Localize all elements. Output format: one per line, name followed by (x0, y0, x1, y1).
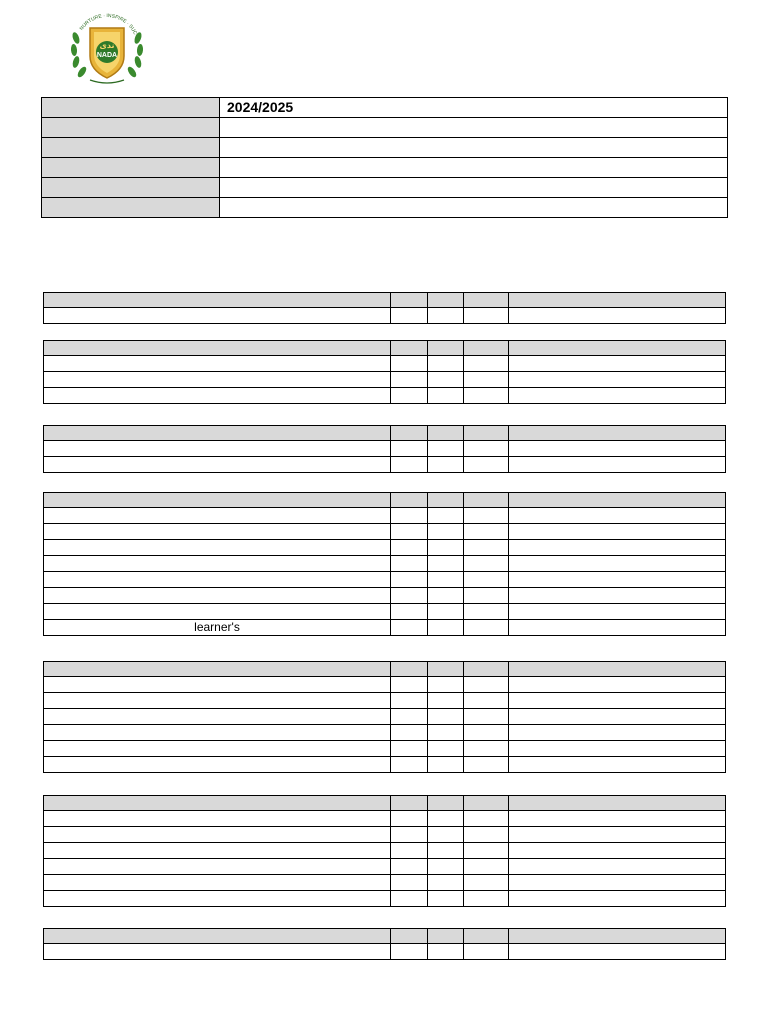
table-row (44, 620, 726, 636)
cell-score-1[interactable] (391, 875, 428, 891)
table-row (44, 843, 726, 859)
cell-score-3[interactable] (464, 604, 509, 620)
cell-comments[interactable] (509, 875, 726, 891)
section-header-comments (509, 796, 726, 811)
cell-score-3[interactable] (464, 524, 509, 540)
cell-score-2[interactable] (428, 356, 464, 372)
cell-score-3[interactable] (464, 620, 509, 636)
cell-comments[interactable] (509, 709, 726, 725)
section-header-row (44, 929, 726, 944)
cell-criterion (44, 572, 391, 588)
academic-year-value[interactable]: 2024/2025 (220, 98, 728, 118)
svg-text:NURTURE · INSPIRE · SUCCEED: NURTURE · INSPIRE · SUC (78, 13, 139, 36)
cell-score-3[interactable] (464, 356, 509, 372)
table-row (44, 308, 726, 324)
section-header-comments (509, 426, 726, 441)
cell-score-1[interactable] (391, 677, 428, 693)
table-row (44, 757, 726, 773)
cell-criterion (44, 709, 391, 725)
cell-score-1[interactable] (391, 308, 428, 324)
section-header-score-3 (464, 493, 509, 508)
cell-score-1[interactable] (391, 741, 428, 757)
cell-score-3[interactable] (464, 540, 509, 556)
cell-score-1[interactable] (391, 757, 428, 773)
info-value[interactable] (220, 198, 728, 218)
cell-score-2[interactable] (428, 875, 464, 891)
section-header-row (44, 662, 726, 677)
evaluation-section-table (43, 292, 726, 324)
cell-score-1[interactable] (391, 556, 428, 572)
cell-score-3[interactable] (464, 709, 509, 725)
cell-criterion (44, 308, 391, 324)
section-header-criterion (44, 796, 391, 811)
cell-comments[interactable] (509, 457, 726, 473)
cell-score-3[interactable] (464, 944, 509, 960)
info-label (42, 178, 220, 198)
table-row (44, 859, 726, 875)
cell-score-3[interactable] (464, 693, 509, 709)
info-label (42, 138, 220, 158)
cell-comments[interactable] (509, 524, 726, 540)
cell-score-3[interactable] (464, 827, 509, 843)
cell-criterion (44, 508, 391, 524)
cell-score-1[interactable] (391, 540, 428, 556)
cell-comments[interactable] (509, 944, 726, 960)
cell-score-2[interactable] (428, 604, 464, 620)
cell-score-1[interactable] (391, 572, 428, 588)
cell-comments[interactable] (509, 859, 726, 875)
cell-score-3[interactable] (464, 843, 509, 859)
cell-comments[interactable] (509, 508, 726, 524)
section-header-criterion (44, 493, 391, 508)
table-row (44, 875, 726, 891)
table-row (44, 588, 726, 604)
section-header-row (44, 293, 726, 308)
cell-score-3[interactable] (464, 811, 509, 827)
section-header-comments (509, 293, 726, 308)
cell-score-3[interactable] (464, 508, 509, 524)
cell-score-2[interactable] (428, 308, 464, 324)
section-header-score-1 (391, 293, 428, 308)
cell-score-2[interactable] (428, 859, 464, 875)
cell-score-3[interactable] (464, 388, 509, 404)
section-header-comments (509, 662, 726, 677)
cell-comments[interactable] (509, 811, 726, 827)
section-header-criterion (44, 662, 391, 677)
table-row (44, 572, 726, 588)
cell-comments[interactable] (509, 677, 726, 693)
info-label (42, 198, 220, 218)
section-header-score-3 (464, 662, 509, 677)
cell-score-2[interactable] (428, 677, 464, 693)
table-row (44, 944, 726, 960)
cell-score-3[interactable] (464, 441, 509, 457)
cell-criterion (44, 356, 391, 372)
cell-score-2[interactable] (428, 843, 464, 859)
table-row (44, 508, 726, 524)
cell-score-1[interactable] (391, 388, 428, 404)
section-header-score-2 (428, 426, 464, 441)
cell-comments[interactable] (509, 891, 726, 907)
cell-comments[interactable] (509, 843, 726, 859)
cell-comments[interactable] (509, 827, 726, 843)
cell-criterion (44, 741, 391, 757)
info-value[interactable] (220, 158, 728, 178)
cell-criterion (44, 757, 391, 773)
cell-comments[interactable] (509, 372, 726, 388)
cell-criterion: learner's (44, 620, 391, 636)
evaluation-section-table (43, 795, 726, 907)
cell-score-3[interactable] (464, 588, 509, 604)
cell-comments[interactable] (509, 556, 726, 572)
table-row (44, 891, 726, 907)
cell-score-1[interactable] (391, 508, 428, 524)
cell-criterion (44, 588, 391, 604)
cell-criterion (44, 677, 391, 693)
cell-comments[interactable] (509, 572, 726, 588)
section-header-row (44, 426, 726, 441)
cell-score-1[interactable] (391, 604, 428, 620)
cell-score-1[interactable] (391, 693, 428, 709)
table-row (44, 457, 726, 473)
cell-criterion (44, 604, 391, 620)
school-crest-icon (66, 8, 148, 90)
cell-comments[interactable] (509, 588, 726, 604)
cell-score-2[interactable] (428, 709, 464, 725)
table-row (44, 388, 726, 404)
cell-comments[interactable] (509, 693, 726, 709)
cell-score-3[interactable] (464, 875, 509, 891)
cell-score-2[interactable] (428, 827, 464, 843)
cell-score-2[interactable] (428, 572, 464, 588)
cell-criterion (44, 540, 391, 556)
cell-score-1[interactable] (391, 356, 428, 372)
cell-score-2[interactable] (428, 944, 464, 960)
cell-score-1[interactable] (391, 725, 428, 741)
cell-score-1[interactable] (391, 811, 428, 827)
cell-score-3[interactable] (464, 859, 509, 875)
cell-score-3[interactable] (464, 372, 509, 388)
svg-text:NADA: NADA (96, 52, 118, 59)
cell-score-3[interactable] (464, 741, 509, 757)
section-header-score-1 (391, 493, 428, 508)
cell-criterion (44, 811, 391, 827)
section-header-criterion (44, 426, 391, 441)
table-row (44, 372, 726, 388)
cell-comments[interactable] (509, 757, 726, 773)
info-table (41, 97, 728, 218)
cell-criterion (44, 875, 391, 891)
section-header-row (44, 796, 726, 811)
section-header-score-2 (428, 293, 464, 308)
cell-score-2[interactable] (428, 693, 464, 709)
cell-score-3[interactable] (464, 725, 509, 741)
table-row (44, 677, 726, 693)
cell-score-2[interactable] (428, 620, 464, 636)
info-value[interactable] (220, 138, 728, 158)
section-header-score-2 (428, 662, 464, 677)
section-header-score-2 (428, 796, 464, 811)
table-row (44, 524, 726, 540)
section-header-score-1 (391, 426, 428, 441)
cell-criterion (44, 843, 391, 859)
cell-score-2[interactable] (428, 372, 464, 388)
cell-score-1[interactable] (391, 827, 428, 843)
cell-score-2[interactable] (428, 811, 464, 827)
section-header-row (44, 493, 726, 508)
info-value[interactable] (220, 178, 728, 198)
section-header-score-1 (391, 341, 428, 356)
cell-criterion (44, 827, 391, 843)
table-row (44, 693, 726, 709)
evaluation-section-table (43, 661, 726, 773)
cell-comments[interactable] (509, 356, 726, 372)
section-header-comments (509, 341, 726, 356)
cell-criterion (44, 441, 391, 457)
info-row (42, 178, 728, 198)
cell-criterion (44, 725, 391, 741)
cell-score-2[interactable] (428, 441, 464, 457)
section-header-score-3 (464, 293, 509, 308)
cell-criterion (44, 524, 391, 540)
cell-score-2[interactable] (428, 508, 464, 524)
cell-score-1[interactable] (391, 859, 428, 875)
table-row (44, 441, 726, 457)
table-row (44, 556, 726, 572)
section-header-score-1 (391, 796, 428, 811)
cell-score-1[interactable] (391, 709, 428, 725)
section-header-score-3 (464, 426, 509, 441)
cell-score-2[interactable] (428, 757, 464, 773)
section-header-criterion (44, 341, 391, 356)
cell-score-3[interactable] (464, 308, 509, 324)
info-row (42, 198, 728, 218)
info-row (42, 138, 728, 158)
svg-text:ندى: ندى (99, 41, 115, 50)
cell-score-1[interactable] (391, 944, 428, 960)
cell-score-3[interactable] (464, 457, 509, 473)
cell-score-2[interactable] (428, 388, 464, 404)
section-header-comments (509, 929, 726, 944)
table-row (44, 540, 726, 556)
cell-score-2[interactable] (428, 741, 464, 757)
cell-comments[interactable] (509, 388, 726, 404)
table-row (44, 709, 726, 725)
info-row (42, 118, 728, 138)
table-row (44, 811, 726, 827)
cell-criterion (44, 944, 391, 960)
cell-score-1[interactable] (391, 620, 428, 636)
cell-score-3[interactable] (464, 572, 509, 588)
cell-score-3[interactable] (464, 677, 509, 693)
section-header-score-3 (464, 341, 509, 356)
cell-score-2[interactable] (428, 588, 464, 604)
cell-score-1[interactable] (391, 524, 428, 540)
cell-score-1[interactable] (391, 372, 428, 388)
school-logo (66, 8, 148, 90)
section-header-comments (509, 493, 726, 508)
cell-score-2[interactable] (428, 556, 464, 572)
cell-comments[interactable] (509, 620, 726, 636)
cell-comments[interactable] (509, 725, 726, 741)
section-header-score-2 (428, 341, 464, 356)
section-header-score-2 (428, 493, 464, 508)
table-row (44, 604, 726, 620)
evaluation-section-table (43, 928, 726, 960)
cell-score-3[interactable] (464, 891, 509, 907)
cell-score-1[interactable] (391, 588, 428, 604)
info-label (42, 98, 220, 118)
cell-score-2[interactable] (428, 540, 464, 556)
cell-criterion (44, 693, 391, 709)
cell-score-3[interactable] (464, 757, 509, 773)
cell-score-1[interactable] (391, 891, 428, 907)
section-header-score-1 (391, 662, 428, 677)
cell-score-2[interactable] (428, 524, 464, 540)
section-header-score-2 (428, 929, 464, 944)
cell-comments[interactable] (509, 604, 726, 620)
table-row (44, 827, 726, 843)
info-value[interactable] (220, 118, 728, 138)
evaluation-section-table (43, 340, 726, 404)
cell-score-1[interactable] (391, 843, 428, 859)
cell-criterion (44, 388, 391, 404)
cell-criterion (44, 859, 391, 875)
cell-comments[interactable] (509, 741, 726, 757)
info-row (42, 158, 728, 178)
info-label (42, 158, 220, 178)
cell-score-2[interactable] (428, 725, 464, 741)
cell-criterion (44, 891, 391, 907)
evaluation-section-table (43, 425, 726, 473)
section-header-score-1 (391, 929, 428, 944)
cell-comments[interactable] (509, 308, 726, 324)
cell-score-1[interactable] (391, 441, 428, 457)
section-header-score-3 (464, 929, 509, 944)
cell-score-2[interactable] (428, 891, 464, 907)
section-header-criterion (44, 293, 391, 308)
cell-criterion (44, 372, 391, 388)
table-row (44, 741, 726, 757)
cell-comments[interactable] (509, 441, 726, 457)
section-header-criterion (44, 929, 391, 944)
cell-criterion (44, 457, 391, 473)
evaluation-section-table (43, 492, 726, 636)
cell-criterion (44, 556, 391, 572)
info-label (42, 118, 220, 138)
cell-score-3[interactable] (464, 556, 509, 572)
cell-comments[interactable] (509, 540, 726, 556)
table-row (44, 356, 726, 372)
section-header-row (44, 341, 726, 356)
table-row (44, 725, 726, 741)
cell-score-1[interactable] (391, 457, 428, 473)
cell-score-2[interactable] (428, 457, 464, 473)
info-row (42, 98, 728, 118)
section-header-score-3 (464, 796, 509, 811)
